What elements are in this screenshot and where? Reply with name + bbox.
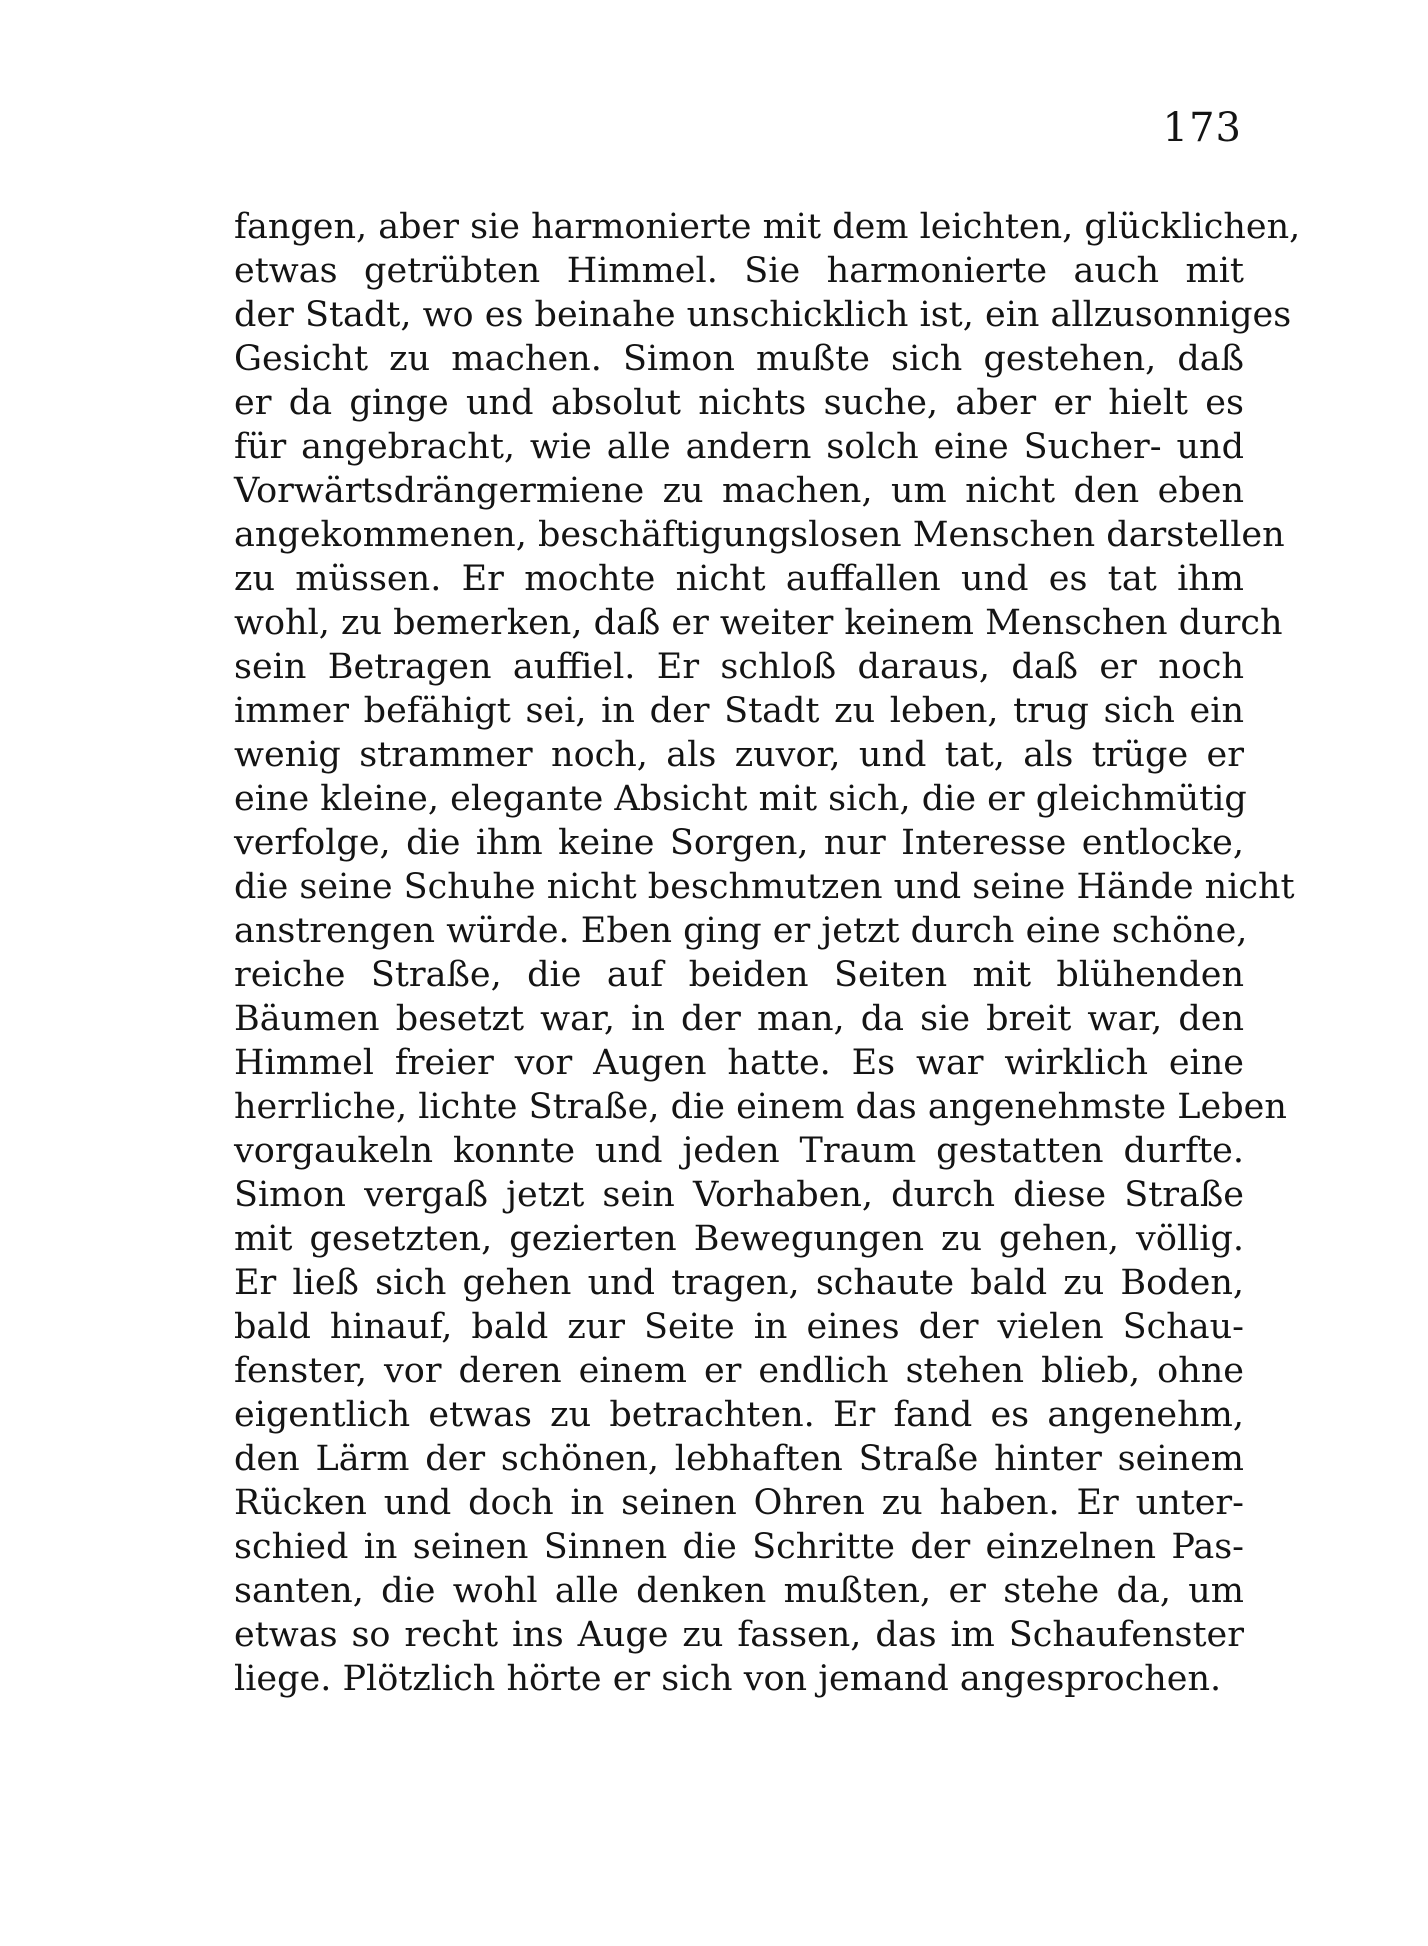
text-line: fenster, vor deren einem er endlich stehen blieb, ohne bbox=[234, 1351, 1244, 1391]
text-line: reiche Straße, die auf beiden Seiten mit blühenden bbox=[234, 955, 1244, 995]
text-line: angekommenen, beschäftigungslosen Menschen darstellen bbox=[234, 515, 1285, 555]
text-line: Gesicht zu machen. Simon mußte sich gestehen, daß bbox=[234, 339, 1244, 379]
text-line: immer befähigt sei, in der Stadt zu leben, trug sich ein bbox=[234, 691, 1244, 731]
text-line: für angebracht, wie alle andern solch eine Sucher- und bbox=[234, 427, 1244, 467]
text-line: Simon vergaß jetzt sein Vorhaben, durch diese Straße bbox=[234, 1175, 1244, 1215]
text-line: Er ließ sich gehen und tragen, schaute bald zu Boden, bbox=[234, 1263, 1244, 1303]
text-line: den Lärm der schönen, lebhaften Straße hinter seinem bbox=[234, 1439, 1244, 1479]
page-number: 173 bbox=[1162, 105, 1242, 151]
text-line: Rücken und doch in seinen Ohren zu haben. Er unter- bbox=[234, 1483, 1244, 1523]
text-line: Himmel freier vor Augen hatte. Es war wirklich eine bbox=[234, 1043, 1244, 1083]
text-line: zu müssen. Er mochte nicht auffallen und es tat ihm bbox=[234, 559, 1244, 599]
text-line: anstrengen würde. Eben ging er jetzt durch eine schöne, bbox=[234, 911, 1248, 951]
text-line: eine kleine, elegante Absicht mit sich, die er gleichmütig bbox=[234, 779, 1247, 819]
text-line: die seine Schuhe nicht beschmutzen und seine Hände nicht bbox=[234, 867, 1295, 907]
text-line: etwas getrübten Himmel. Sie harmonierte auch mit bbox=[234, 251, 1244, 291]
text-line: fangen, aber sie harmonierte mit dem leichten, glücklichen, bbox=[234, 207, 1301, 247]
text-line: eigentlich etwas zu betrachten. Er fand es angenehm, bbox=[234, 1395, 1244, 1435]
text-line: wohl, zu bemerken, daß er weiter keinem Menschen durch bbox=[234, 603, 1283, 643]
text-line: santen, die wohl alle denken mußten, er stehe da, um bbox=[234, 1571, 1244, 1611]
text-line: Vorwärtsdrängermiene zu machen, um nicht den eben bbox=[234, 471, 1244, 511]
text-line: mit gesetzten, gezierten Bewegungen zu gehen, völlig. bbox=[234, 1219, 1244, 1259]
text-line: der Stadt, wo es beinahe unschicklich ist, ein allzusonniges bbox=[234, 295, 1292, 335]
text-line: sein Betragen auffiel. Er schloß daraus, daß er noch bbox=[234, 647, 1244, 687]
text-line: Bäumen besetzt war, in der man, da sie breit war, den bbox=[234, 999, 1244, 1039]
text-line: verfolge, die ihm keine Sorgen, nur Interesse entlocke, bbox=[234, 823, 1244, 863]
text-line: liege. Plötzlich hörte er sich von jemand angesprochen. bbox=[234, 1659, 1222, 1699]
text-line: etwas so recht ins Auge zu fassen, das im Schaufenster bbox=[234, 1615, 1244, 1655]
text-line: herrliche, lichte Straße, die einem das angenehmste Leben bbox=[234, 1087, 1287, 1127]
text-line: wenig strammer noch, als zuvor, und tat, als trüge er bbox=[234, 735, 1244, 775]
text-line: vorgaukeln konnte und jeden Traum gestatten durfte. bbox=[234, 1131, 1244, 1171]
body-text bbox=[234, 205, 1301, 1701]
text-line: schied in seinen Sinnen die Schritte der einzelnen Pas- bbox=[234, 1527, 1244, 1567]
text-line: bald hinauf, bald zur Seite in eines der vielen Schau- bbox=[234, 1307, 1244, 1347]
text-line: er da ginge und absolut nichts suche, aber er hielt es bbox=[234, 383, 1244, 423]
